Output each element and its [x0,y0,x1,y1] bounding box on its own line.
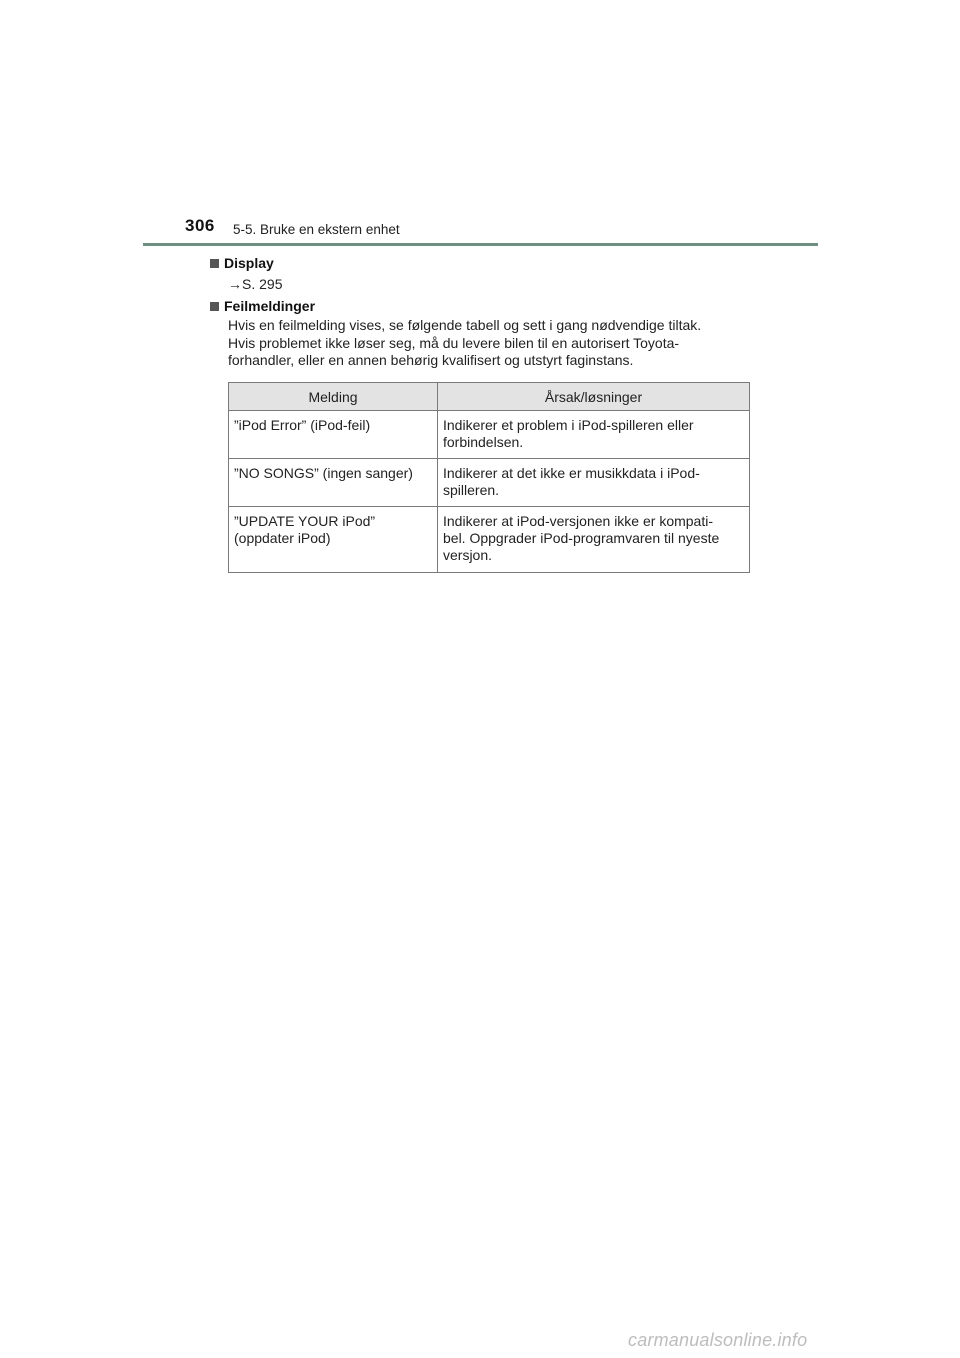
cell-line: Indikerer at det ikke er musikkdata i iPod- [443,465,700,481]
table-row [229,459,750,507]
error-message-table [228,382,750,573]
cell-line: ”NO SONGS” (ingen sanger) [234,465,413,481]
cell-line: ”iPod Error” (iPod-feil) [234,417,371,433]
table-header-row [229,383,750,411]
header-divider [143,243,818,246]
paragraph-line: Hvis en feilmelding vises, se følgende tabell og sett i gang nødvendige tiltak. [228,317,702,333]
errors-heading [210,298,315,314]
paragraph-line: Hvis problemet ikke løser seg, må du levere bilen til en autorisert Toyota- [228,334,680,351]
watermark: carmanualsonline.info [628,1330,808,1350]
cell-line: spilleren. [443,482,500,498]
message-cell [229,507,438,573]
display-heading [210,255,274,271]
section-title: 5-5. Bruke en ekstern enhet [233,222,400,237]
cell-line: Indikerer at iPod-versjonen ikke er kompati- [443,513,714,529]
errors-paragraph [228,317,742,370]
table-row [229,507,750,573]
cause-cell [438,507,750,573]
message-cell [229,411,438,459]
table-row [229,411,750,459]
display-heading-text: Display [224,255,274,271]
bullet-square-icon [210,302,219,311]
cause-cell [438,411,750,459]
errors-heading-text: Feilmeldinger [224,298,316,314]
cell-line: forbindelsen. [443,434,524,450]
cell-line: (oppdater iPod) [234,530,331,546]
cell-line: ”UPDATE YOUR iPod” [234,513,376,529]
column-header-cause: Årsak/løsninger [438,383,750,411]
message-cell [229,459,438,507]
cell-line: versjon. [443,547,493,563]
column-header-message: Melding [229,383,438,411]
page-reference: →S. 295 [228,276,283,292]
cause-cell [438,459,750,507]
paragraph-line: forhandler, eller en annen behørig kvalifisert og utstyrt faginstans. [228,352,634,368]
cell-line: bel. Oppgrader iPod-programvaren til nyeste [443,530,720,546]
bullet-square-icon [210,259,219,268]
cell-line: Indikerer et problem i iPod-spilleren eller [443,417,694,433]
page-number: 306 [185,216,215,235]
